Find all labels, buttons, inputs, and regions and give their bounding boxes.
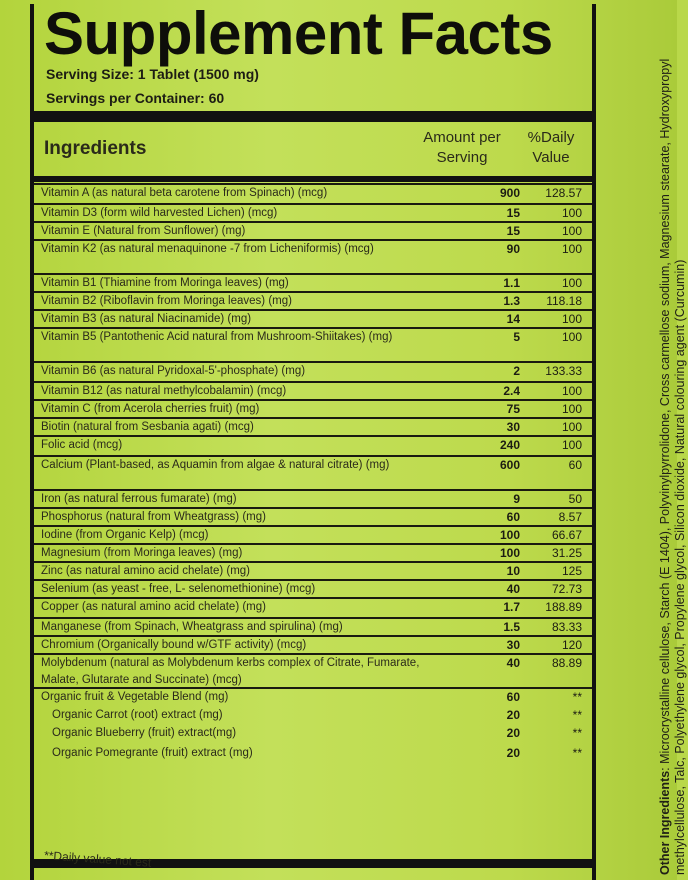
ingredient-daily-value: 100 xyxy=(561,206,582,220)
ingredient-amount: 14 xyxy=(506,312,520,326)
table-row xyxy=(34,507,592,525)
ingredient-daily-value: ** xyxy=(572,746,582,760)
ingredient-amount: 2 xyxy=(513,364,520,378)
table-row xyxy=(34,291,592,309)
ingredient-daily-value: ** xyxy=(572,690,582,704)
table-row xyxy=(34,361,592,381)
ingredient-amount: 1.1 xyxy=(503,276,520,290)
ingredient-daily-value: 100 xyxy=(561,402,582,416)
ingredient-name: Organic Blueberry (fruit) extract(mg) xyxy=(52,727,237,739)
table-row xyxy=(34,653,592,687)
other-ingredients-label: Other Ingredients xyxy=(658,770,672,875)
table-row xyxy=(34,327,592,361)
ingredient-amount: 600 xyxy=(499,458,520,472)
table-row xyxy=(34,309,592,327)
table-row xyxy=(34,183,592,203)
table-row xyxy=(34,579,592,597)
ingredient-name: Vitamin B3 (as natural Niacinamide) (mg) xyxy=(41,313,252,325)
table-row xyxy=(34,221,592,239)
table-row xyxy=(34,543,592,561)
table-row xyxy=(34,617,592,635)
ingredient-name: Copper (as natural amino acid chelate) (mg) xyxy=(41,601,266,613)
ingredient-name: Vitamin C (from Acerola cherries fruit) (mg) xyxy=(41,403,260,415)
ingredient-daily-value: 50 xyxy=(568,492,582,506)
ingredient-name: Vitamin B2 (Riboflavin from Moringa leaves) (mg) xyxy=(41,295,292,307)
servings-per-container: Servings per Container: 60 xyxy=(46,90,225,106)
ingredient-amount: 1.5 xyxy=(503,620,520,634)
ingredient-amount: 100 xyxy=(499,528,520,542)
header-divider-bar xyxy=(34,176,592,182)
ingredient-daily-value: 8.57 xyxy=(558,510,582,524)
ingredient-amount: 75 xyxy=(506,402,520,416)
top-divider-bar xyxy=(34,111,592,122)
ingredient-name: Vitamin B1 (Thiamine from Moringa leaves) (mg) xyxy=(41,277,289,289)
other-ingredients-text xyxy=(658,15,688,875)
ingredient-amount: 5 xyxy=(513,330,520,344)
ingredient-name: Calcium (Plant-based, as Aquamin from algae & natural citrate) (mg) xyxy=(41,459,390,471)
page-title: Supplement Facts xyxy=(44,0,553,67)
ingredient-amount: 15 xyxy=(506,224,520,238)
ingredient-daily-value: 120 xyxy=(561,638,582,652)
ingredient-name: Iodine (from Organic Kelp) (mcg) xyxy=(41,529,209,541)
ingredient-daily-value: 100 xyxy=(561,384,582,398)
ingredient-name: Vitamin K2 (as natural menaquinone -7 from Licheniformis) (mcg) xyxy=(41,243,374,255)
ingredient-daily-value: ** xyxy=(572,726,582,740)
ingredient-amount: 90 xyxy=(506,242,520,256)
ingredient-amount: 60 xyxy=(506,690,520,704)
ingredient-daily-value: 118.18 xyxy=(546,294,582,308)
amount-header: Amount per Serving xyxy=(423,129,501,166)
table-row xyxy=(34,399,592,417)
ingredient-daily-value: 72.73 xyxy=(551,582,582,596)
ingredient-name: Organic Pomegrante (fruit) extract (mg) xyxy=(52,747,253,759)
ingredients-table xyxy=(34,183,592,765)
ingredient-daily-value: 31.25 xyxy=(551,546,582,560)
ingredient-daily-value: 100 xyxy=(561,330,582,344)
table-row xyxy=(34,239,592,273)
ingredient-daily-value: 60 xyxy=(568,458,582,472)
footnote: **Daily value not est xyxy=(43,848,152,870)
ingredient-name: Selenium (as yeast - free, L- selenomethionine) (mcg) xyxy=(41,583,316,595)
ingredient-name: Chromium (Organically bound w/GTF activity) (mcg) xyxy=(41,639,307,651)
table-row xyxy=(34,273,592,291)
ingredient-daily-value: 100 xyxy=(561,242,582,256)
ingredients-header: Ingredients xyxy=(44,138,147,159)
ingredient-daily-value: 66.67 xyxy=(551,528,582,542)
daily-value-header: %Daily Value xyxy=(527,129,575,166)
table-row xyxy=(34,687,592,707)
ingredient-amount: 10 xyxy=(506,564,520,578)
ingredient-name: Folic acid (mcg) xyxy=(41,439,123,451)
ingredient-daily-value: ** xyxy=(572,708,582,722)
table-row xyxy=(34,203,592,221)
ingredient-amount: 900 xyxy=(499,186,520,200)
ingredient-amount: 60 xyxy=(506,510,520,524)
ingredient-amount: 240 xyxy=(499,438,520,452)
table-row xyxy=(34,635,592,653)
ingredient-amount: 1.7 xyxy=(503,600,520,614)
ingredient-name: Organic Carrot (root) extract (mg) xyxy=(52,709,223,721)
ingredient-daily-value: 88.89 xyxy=(551,656,582,670)
ingredient-daily-value: 100 xyxy=(561,420,582,434)
table-row xyxy=(34,597,592,617)
ingredient-amount: 9 xyxy=(513,492,520,506)
table-row xyxy=(34,455,592,489)
ingredient-daily-value: 125 xyxy=(561,564,582,578)
ingredient-name: Vitamin B12 (as natural methylcobalamin) (mcg) xyxy=(41,385,287,397)
ingredient-amount: 40 xyxy=(506,582,520,596)
ingredient-amount: 40 xyxy=(506,656,520,670)
ingredient-name: Magnesium (from Moringa leaves) (mg) xyxy=(41,547,243,559)
table-row xyxy=(34,489,592,507)
ingredient-daily-value: 100 xyxy=(561,276,582,290)
table-row xyxy=(34,381,592,399)
ingredient-daily-value: 100 xyxy=(561,224,582,238)
ingredient-daily-value: 188.89 xyxy=(545,600,582,614)
ingredient-name: Vitamin E (Natural from Sunflower) (mg) xyxy=(41,225,246,237)
table-row xyxy=(34,745,592,765)
ingredient-name: Molybdenum (natural as Molybdenum kerbs complex of Citrate, Fumarate, Malate, Glutarate and Succinate) (mcg) xyxy=(41,657,420,686)
ingredient-amount: 20 xyxy=(506,746,520,760)
ingredient-amount: 30 xyxy=(506,420,520,434)
ingredient-amount: 20 xyxy=(506,708,520,722)
other-ingredients-panel xyxy=(596,0,687,880)
ingredient-name: Organic fruit & Vegetable Blend (mg) xyxy=(41,691,229,703)
other-ingredients-list: : Microcrystalline cellulose, Starch (E 1404), Polyvinylpyrrolidone, Cross carmellose sodium, Magnesium stearate, Hydroxypropyl methylcellulose, Talc, Polyethylene glycol, Propylene glycol, Silicon dioxide, Natural colouring agent (Curcumin) xyxy=(658,58,687,875)
table-row xyxy=(34,707,592,725)
ingredient-name: Vitamin A (as natural beta carotene from Spinach) (mcg) xyxy=(41,187,328,199)
table-row xyxy=(34,725,592,745)
ingredient-name: Vitamin D3 (form wild harvested Lichen) (mcg) xyxy=(41,207,278,219)
serving-size: Serving Size: 1 Tablet (1500 mg) xyxy=(46,66,259,82)
table-row xyxy=(34,561,592,579)
ingredient-amount: 1.3 xyxy=(503,294,520,308)
ingredient-name: Manganese (from Spinach, Wheatgrass and spirulina) (mg) xyxy=(41,621,343,633)
ingredient-daily-value: 100 xyxy=(561,312,582,326)
ingredient-daily-value: 133.33 xyxy=(545,364,582,378)
ingredient-name: Zinc (as natural amino acid chelate) (mg) xyxy=(41,565,250,577)
ingredient-amount: 100 xyxy=(499,546,520,560)
ingredient-name: Biotin (natural from Sesbania agati) (mcg) xyxy=(41,421,254,433)
ingredient-amount: 30 xyxy=(506,638,520,652)
table-row xyxy=(34,417,592,435)
ingredient-daily-value: 128.57 xyxy=(545,186,582,200)
ingredient-name: Vitamin B6 (as natural Pyridoxal-5'-phosphate) (mg) xyxy=(41,365,306,377)
ingredient-name: Iron (as natural ferrous fumarate) (mg) xyxy=(41,493,237,505)
ingredient-amount: 20 xyxy=(506,726,520,740)
ingredient-amount: 2.4 xyxy=(503,384,520,398)
ingredient-name: Phosphorus (natural from Wheatgrass) (mg) xyxy=(41,511,266,523)
ingredient-daily-value: 100 xyxy=(561,438,582,452)
table-row xyxy=(34,435,592,455)
ingredient-name: Vitamin B5 (Pantothenic Acid natural from Mushroom-Shiitakes) (mg) xyxy=(41,331,393,343)
ingredient-daily-value: 83.33 xyxy=(551,620,582,634)
ingredient-amount: 15 xyxy=(506,206,520,220)
table-row xyxy=(34,525,592,543)
